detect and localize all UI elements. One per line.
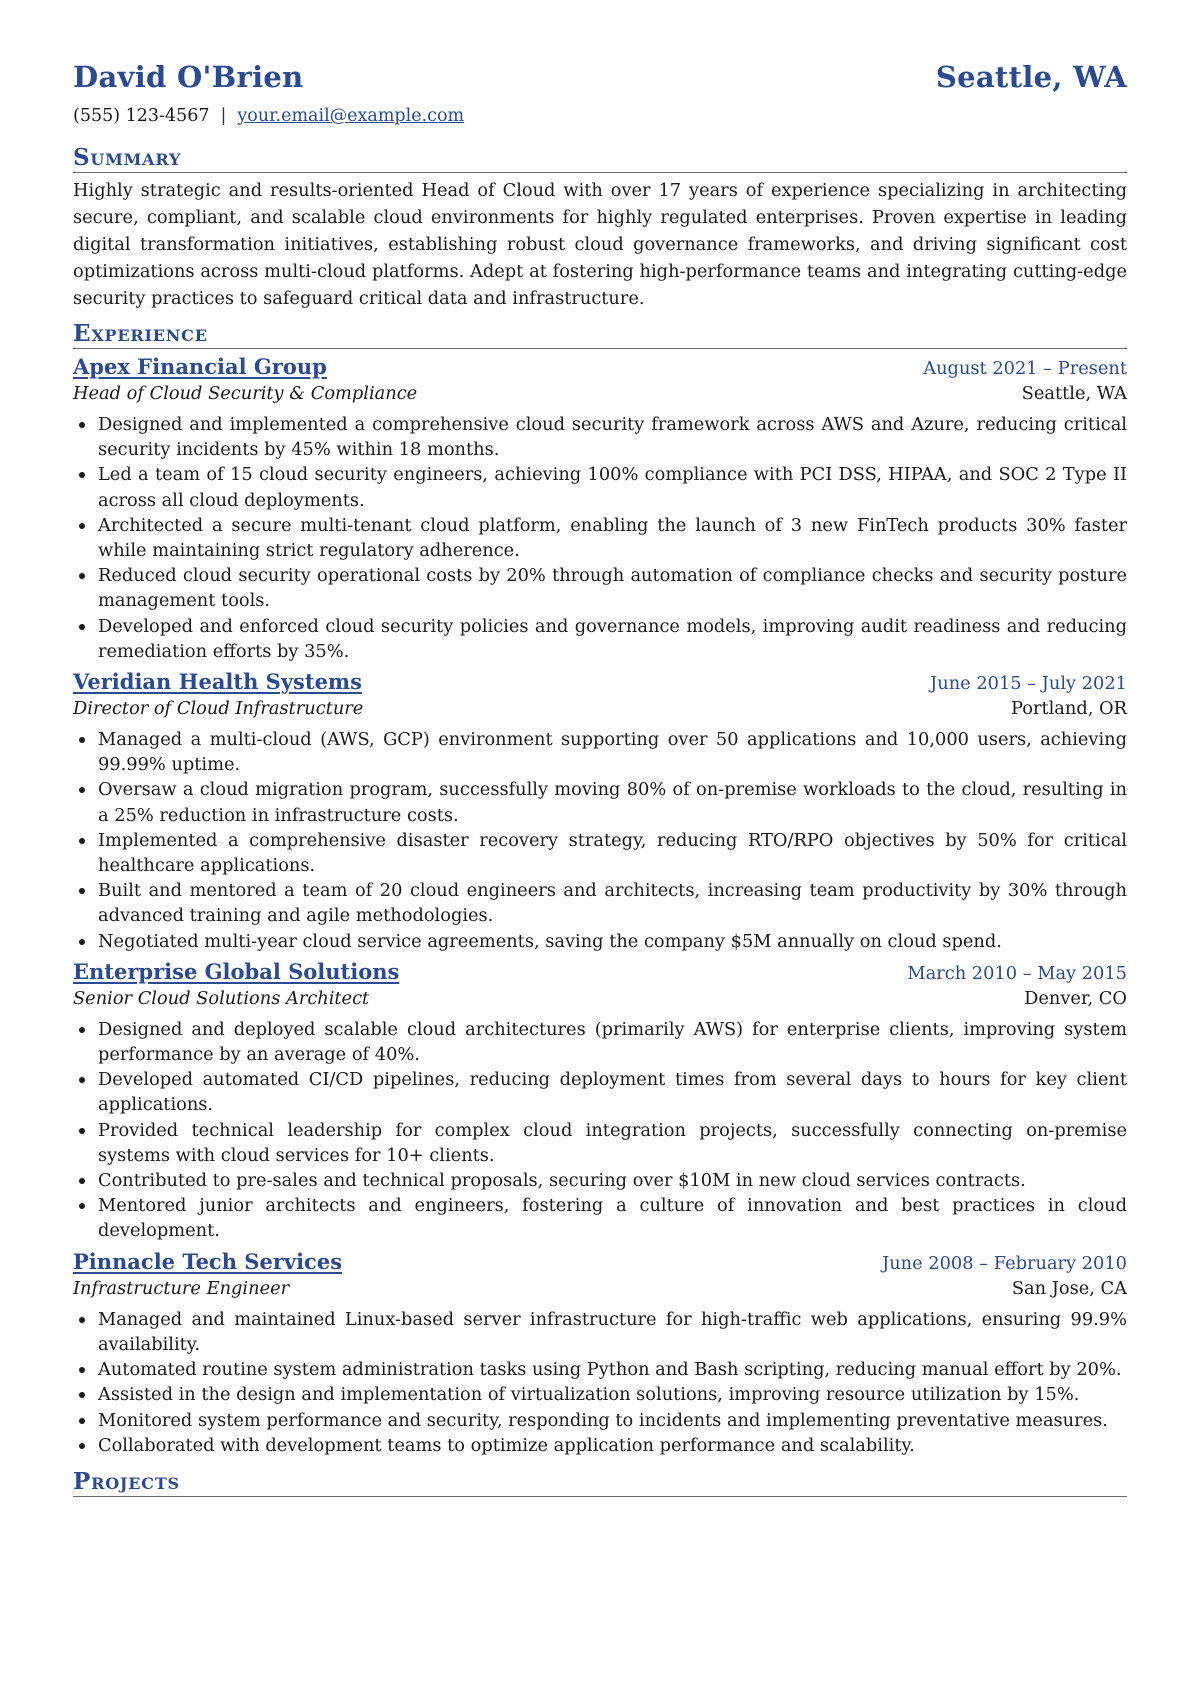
contact-line [73, 106, 1127, 144]
bullet-text: Assisted in the design and implementation of virtualization solutions, improving resource utilization by 15%. [98, 1384, 1080, 1406]
bullet-item [98, 412, 1127, 462]
bullet-text: Monitored system performance and security, responding to incidents and implementing preventative measures. [98, 1409, 1108, 1431]
bullet-text: Developed automated CI/CD pipelines, reducing deployment times from several days to hours for key client applications. [98, 1069, 1127, 1116]
bullet-dot-icon [79, 1418, 85, 1424]
job-subheader [73, 698, 1127, 719]
job-title: Infrastructure Engineer [73, 1277, 290, 1299]
bullet-item [98, 828, 1127, 878]
job-dates: June 2015 – July 2021 [930, 673, 1127, 695]
job-location: Seattle, WA [1021, 383, 1127, 404]
job-bullets [73, 727, 1127, 954]
bullet-dot-icon [79, 1027, 85, 1033]
job-title: Head of Cloud Security & Compliance [73, 383, 418, 404]
company-link[interactable]: Apex Financial Group [73, 354, 327, 379]
bullet-item [98, 1408, 1127, 1433]
job-subheader [73, 1278, 1127, 1299]
bullet-text: Managed a multi-cloud (AWS, GCP) environment supporting over 50 applications and 10,000 users, achieving 99.99% uptime. [98, 729, 1127, 776]
bullet-item [98, 513, 1127, 563]
bullet-item [98, 929, 1127, 954]
bullet-dot-icon [79, 838, 85, 844]
job-title: Senior Cloud Solutions Architect [73, 987, 370, 1009]
bullet-text: Built and mentored a team of 20 cloud engineers and architects, increasing team productivity by 30% through advanced training and agile methodologies. [98, 880, 1127, 927]
bullet-text: Architected a secure multi-tenant cloud platform, enabling the launch of 3 new FinTech products 30% faster while maintaining strict regulatory adherence. [98, 514, 1127, 562]
bullet-dot-icon [79, 1392, 85, 1398]
bullet-item [98, 1357, 1127, 1382]
bullet-dot-icon [79, 1077, 85, 1083]
bullet-dot-icon [79, 624, 85, 630]
experience-entry [73, 354, 1127, 664]
candidate-name: David O'Brien [73, 60, 304, 94]
bullet-item [98, 1067, 1127, 1117]
job-bullets [73, 412, 1127, 664]
bullet-item [98, 614, 1127, 664]
bullet-item [98, 563, 1127, 613]
experience-entry [73, 1249, 1127, 1458]
bullet-dot-icon [79, 737, 85, 743]
job-header [73, 669, 1127, 694]
bullet-text: Reduced cloud security operational costs by 20% through automation of compliance checks and security posture management tools. [98, 565, 1127, 612]
bullet-dot-icon [79, 888, 85, 894]
job-header [73, 959, 1127, 984]
job-header [73, 354, 1127, 379]
job-dates: March 2010 – May 2015 [907, 962, 1127, 984]
experience-list [73, 354, 1127, 1458]
experience-heading: Experience [73, 320, 1127, 349]
bullet-text: Mentored junior architects and engineers, fostering a culture of innovation and best practices in cloud development. [98, 1195, 1127, 1242]
job-subheader [73, 988, 1127, 1009]
job-dates: August 2021 – Present [923, 358, 1127, 379]
resume-header [73, 60, 1127, 106]
resume-page [73, 60, 1127, 1497]
bullet-item [98, 1193, 1127, 1243]
company-link[interactable]: Veridian Health Systems [73, 669, 362, 695]
bullet-text: Implemented a comprehensive disaster recovery strategy, reducing RTO/RPO objectives by 50% for critical healthcare applications. [98, 829, 1127, 877]
summary-heading: Summary [73, 144, 1127, 173]
bullet-dot-icon [79, 1203, 85, 1209]
projects-heading: Projects [73, 1468, 1127, 1497]
bullet-item [98, 1118, 1127, 1168]
bullet-text: Developed and enforced cloud security policies and governance models, improving audit readiness and reducing remediation efforts by 35%. [98, 615, 1127, 662]
bullet-dot-icon [79, 1367, 85, 1373]
bullet-item [98, 462, 1127, 512]
bullet-text: Oversaw a cloud migration program, successfully moving 80% of on-premise workloads to the cloud, resulting in a 25% reduction in infrastructure costs. [98, 779, 1127, 826]
bullet-text: Negotiated multi-year cloud service agreements, saving the company $5M annually on cloud spend. [98, 930, 1002, 952]
experience-entry [73, 669, 1127, 954]
bullet-dot-icon [79, 472, 85, 478]
bullet-text: Designed and implemented a comprehensive cloud security framework across AWS and Azure, reducing critical security incidents by 45% within 18 months. [98, 414, 1127, 461]
bullet-dot-icon [79, 1128, 85, 1134]
job-bullets [73, 1017, 1127, 1244]
bullet-dot-icon [79, 1317, 85, 1323]
bullet-item [98, 777, 1127, 827]
job-location: San Jose, CA [1011, 1277, 1127, 1299]
bullet-dot-icon [79, 1443, 85, 1449]
bullet-dot-icon [79, 939, 85, 945]
job-subheader [73, 383, 1127, 404]
bullet-text: Provided technical leadership for complex cloud integration projects, successfully connecting on-premise systems with cloud services for 10+ clients. [98, 1119, 1127, 1166]
bullet-item [98, 727, 1127, 777]
bullet-item [98, 1382, 1127, 1407]
job-dates: June 2008 – February 2010 [882, 1252, 1127, 1274]
email-link[interactable]: your.email@example.com [237, 106, 465, 126]
job-title: Director of Cloud Infrastructure [73, 698, 364, 720]
job-bullets [73, 1307, 1127, 1458]
job-location: Denver, CO [1024, 987, 1127, 1009]
contact-separator: | [220, 106, 227, 126]
bullet-item [98, 1017, 1127, 1067]
bullet-text: Automated routine system administration tasks using Python and Bash scripting, reducing manual effort by 20%. [98, 1359, 1122, 1381]
bullet-item [98, 1307, 1127, 1357]
phone-number: (555) 123-4567 [73, 106, 210, 126]
bullet-item [98, 878, 1127, 928]
job-header [73, 1249, 1127, 1274]
job-location: Portland, OR [1011, 698, 1127, 720]
bullet-text: Managed and maintained Linux-based server infrastructure for high-traffic web applications, ensuring 99.9% availability. [98, 1308, 1127, 1355]
company-link[interactable]: Enterprise Global Solutions [73, 958, 400, 984]
bullet-dot-icon [79, 573, 85, 579]
bullet-item [98, 1433, 1127, 1458]
bullet-text: Designed and deployed scalable cloud architectures (primarily AWS) for enterprise clients, improving system performance by an average of 40%. [98, 1018, 1127, 1066]
bullet-dot-icon [79, 422, 85, 428]
bullet-item [98, 1168, 1127, 1193]
company-link[interactable]: Pinnacle Tech Services [73, 1248, 343, 1274]
bullet-dot-icon [79, 1178, 85, 1184]
candidate-location: Seattle, WA [935, 60, 1127, 94]
bullet-text: Led a team of 15 cloud security engineers, achieving 100% compliance with PCI DSS, HIPAA, and SOC 2 Type II across all cloud deployments. [98, 464, 1127, 511]
bullet-dot-icon [79, 787, 85, 793]
bullet-text: Contributed to pre-sales and technical proposals, securing over $10M in new cloud services contracts. [98, 1170, 1026, 1192]
bullet-text: Collaborated with development teams to optimize application performance and scalability. [98, 1434, 915, 1456]
experience-entry [73, 959, 1127, 1244]
summary-text: Highly strategic and results-oriented Head of Cloud with over 17 years of experience specializing in architecting secure, compliant, and scalable cloud environments for highly regulated enterprises. Proven expertise in leading digital transformation initiatives, establishing robust cloud governance frameworks, and driving significant cost optimizations across multi-cloud platforms. Adept at fostering high-performance teams and integrating cutting-edge security practices to safeguard critical data and infrastructure. [73, 180, 1127, 309]
bullet-dot-icon [79, 523, 85, 529]
